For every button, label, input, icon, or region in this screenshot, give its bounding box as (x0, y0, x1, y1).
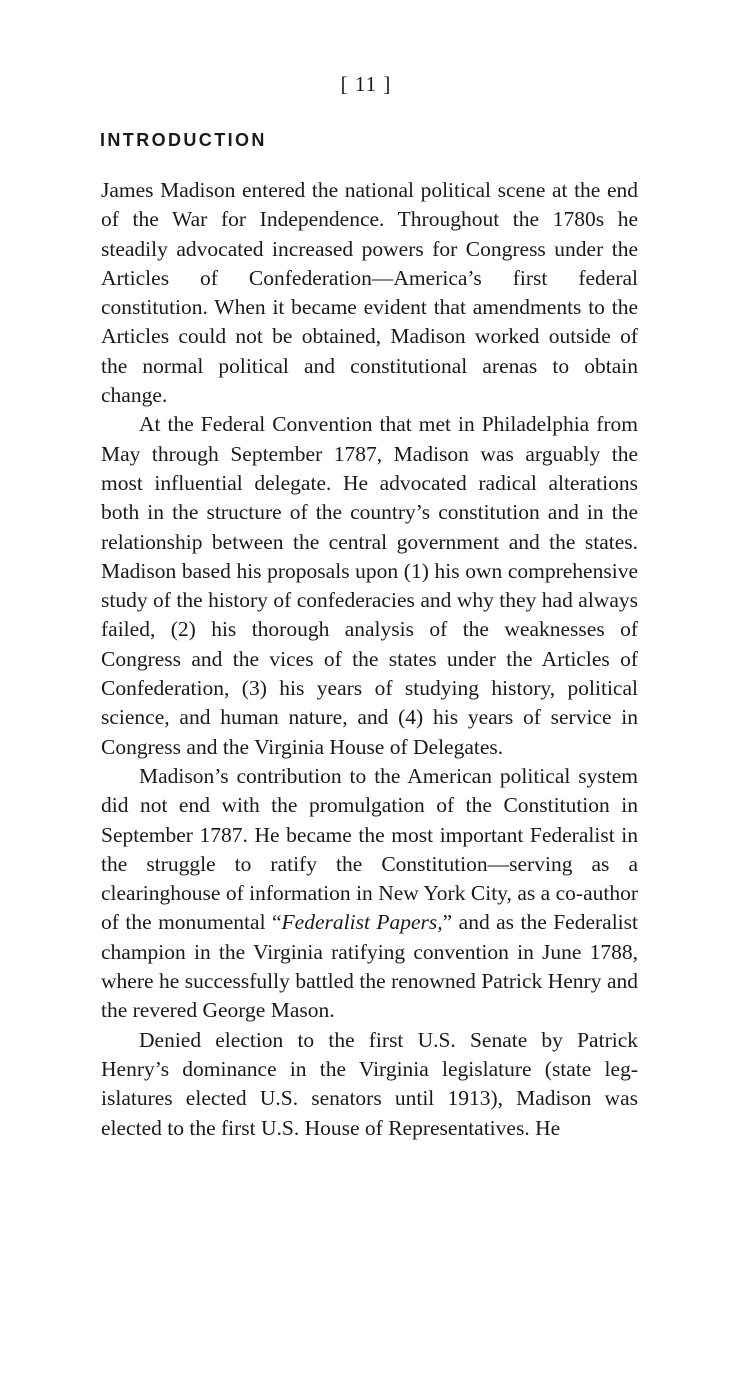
paragraph-2: At the Federal Convention that met in Philadelphia from May through September 1787, Madison was arguably the most influential delegate. He advocated radical alterations both in the structure of the country’s constitution and in the relationship between the central government and the states. Madison based his proposals upon (1) his own comprehensive study of the history of confederacies and why they had always failed, (2) his thorough analysis of the weaknesses of Congress and the vices of the states under the Articles of Confederation, (3) his years of studying history, political science, and human nature, and (4) his years of service in Congress and the Virginia House of Delegates. (101, 412, 638, 759)
paragraph-3-part-2: ” and as the Federalist champion in the Virginia ratifying convention in June 1788, where he successfully battled the renowned Patrick Henry and the revered George Mason. (101, 910, 638, 1023)
body-text (101, 176, 638, 1143)
page-number: [ 11 ] (340, 72, 392, 96)
paragraph-3-part-1: Madison’s contribution to the American political system did not end with the promulgation of the Constitution in September 1787. He became the most important Federalist in the struggle to ratify the Constitution—serving as a clearinghouse of information in New York City, as a co-author of the monumental “ (101, 763, 638, 935)
paragraph-3 (101, 762, 638, 1026)
section-heading: INTRODUCTION (100, 130, 267, 150)
paragraph-1: James Madison entered the national political scene at the end of the War for Independence. Throughout the 1780s he steadily advocated increased powers for Congress under the Articles of Confederation—America’s first federal constitution. When it became evident that amendments to the Articles could not be obtained, Madison worked outside of the normal political and constitutional arenas to obtain change. (101, 178, 638, 408)
federalist-papers-title: Federalist Papers, (281, 910, 443, 935)
paragraph-4: Denied election to the first U.S. Senate by Patrick Henry’s dominance in the Virginia legislature (state legislatures elected U.S. senators until 1913), Madison was elected to the first U.S. House of Representatives. He (101, 1027, 638, 1140)
